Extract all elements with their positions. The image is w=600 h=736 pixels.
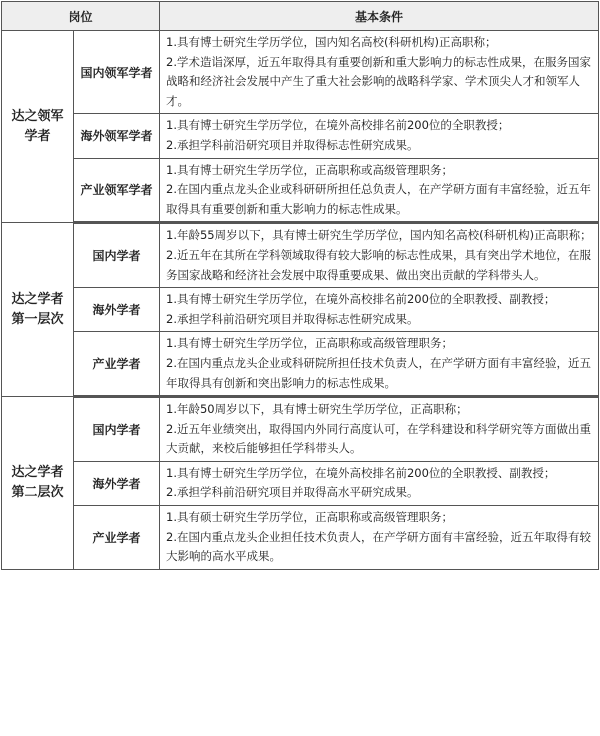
condition-line: 2.在国内重点龙头企业担任技术负责人，在产学研方面有丰富经验，近五年取得有较大影响的高水平成果。 <box>166 529 591 564</box>
condition-line: 1.具有博士研究生学历学位，正高职称或高级管理职务； <box>166 162 453 177</box>
condition-line: 2.承担学科前沿研究项目并取得高水平研究成果。 <box>166 485 419 500</box>
condition-cell <box>160 506 599 570</box>
condition-line: 1.具有硕士研究生学历学位，正高职称或高级管理职务； <box>166 510 453 525</box>
position-cell: 国内学者 <box>74 397 160 462</box>
position-cell: 海外领军学者 <box>74 114 160 158</box>
condition-cell <box>160 158 599 223</box>
condition-cell <box>160 397 599 462</box>
condition-cell <box>160 461 599 505</box>
category-label: 第二层次 <box>11 484 64 500</box>
condition-line: 2.近五年业绩突出，取得国内外同行高度认可，在学科建设和科学研究等方面做出重大贡献，来校后能够担任学科带头人。 <box>166 421 591 456</box>
category-cell <box>2 223 74 397</box>
header-position: 岗位 <box>2 2 160 31</box>
condition-line: 1.年龄50周岁以下，具有博士研究生学历学位，正高职称； <box>166 402 468 417</box>
condition-line: 2.学术造诣深厚，近五年取得具有重要创新和重大影响力的标志性成果，在服务国家战略和经济社会发展中产生了重大社会影响的战略科学家、学术顶尖人才和领军人才。 <box>166 54 591 108</box>
category-cell <box>2 397 74 570</box>
condition-line: 1.具有博士研究生学历学位，在境外高校排名前200位的全职教授； <box>166 118 510 133</box>
table-row <box>2 506 599 570</box>
category-label: 达之学者 <box>11 464 64 480</box>
condition-line: 2.承担学科前沿研究项目并取得标志性研究成果。 <box>166 137 419 152</box>
condition-line: 2.在国内重点龙头企业或科研院所担任技术负责人，在产学研方面有丰富经验，近五年取得具有创新和突出影响力的标志性成果。 <box>166 355 591 390</box>
condition-line: 1.具有博士研究生学历学位，在境外高校排名前200位的全职教授、副教授； <box>166 292 556 307</box>
position-cell: 产业领军学者 <box>74 158 160 223</box>
position-cell: 海外学者 <box>74 461 160 505</box>
condition-cell <box>160 288 599 332</box>
position-cell: 海外学者 <box>74 288 160 332</box>
condition-line: 1.具有博士研究生学历学位，在境外高校排名前200位的全职教授、副教授； <box>166 465 556 480</box>
condition-line: 2.近五年在其所在学科领域取得有较大影响的标志性成果，具有突出学术地位，在服务国家战略和经济社会发展中取得重要成果、做出突出贡献的学科带头人。 <box>166 247 591 282</box>
requirements-table <box>1 1 599 570</box>
category-label: 学者 <box>24 128 51 144</box>
condition-cell <box>160 114 599 158</box>
table-row <box>2 114 599 158</box>
condition-line: 1.具有博士研究生学历学位，国内知名高校(科研机构)正高职称； <box>166 35 497 49</box>
table-row <box>2 158 599 223</box>
position-cell: 产业学者 <box>74 506 160 570</box>
table-row <box>2 223 599 288</box>
position-cell: 产业学者 <box>74 332 160 397</box>
table-row <box>2 397 599 462</box>
category-cell <box>2 31 74 223</box>
condition-line: 2.在国内重点龙头企业或科研研所担任总负责人，在产学研方面有丰富经验，近五年取得具有重要创新和重大影响力的标志性成果。 <box>166 182 591 216</box>
table-row <box>2 288 599 332</box>
condition-line: 1.年龄55周岁以下，具有博士研究生学历学位，国内知名高校(科研机构)正高职称； <box>166 228 592 243</box>
category-label: 达之领军 <box>11 108 64 124</box>
position-cell: 国内领军学者 <box>74 31 160 114</box>
condition-cell <box>160 31 599 114</box>
condition-line: 1.具有博士研究生学历学位，正高职称或高级管理职务； <box>166 336 453 351</box>
header-conditions: 基本条件 <box>160 2 599 31</box>
table-row <box>2 332 599 397</box>
condition-cell <box>160 223 599 288</box>
category-label: 第一层次 <box>11 311 64 327</box>
table-row <box>2 31 599 114</box>
position-cell: 国内学者 <box>74 223 160 288</box>
condition-line: 2.承担学科前沿研究项目并取得标志性研究成果。 <box>166 311 419 326</box>
table-row <box>2 461 599 505</box>
condition-cell <box>160 332 599 397</box>
table-header-row <box>2 2 599 31</box>
category-label: 达之学者 <box>11 291 64 307</box>
